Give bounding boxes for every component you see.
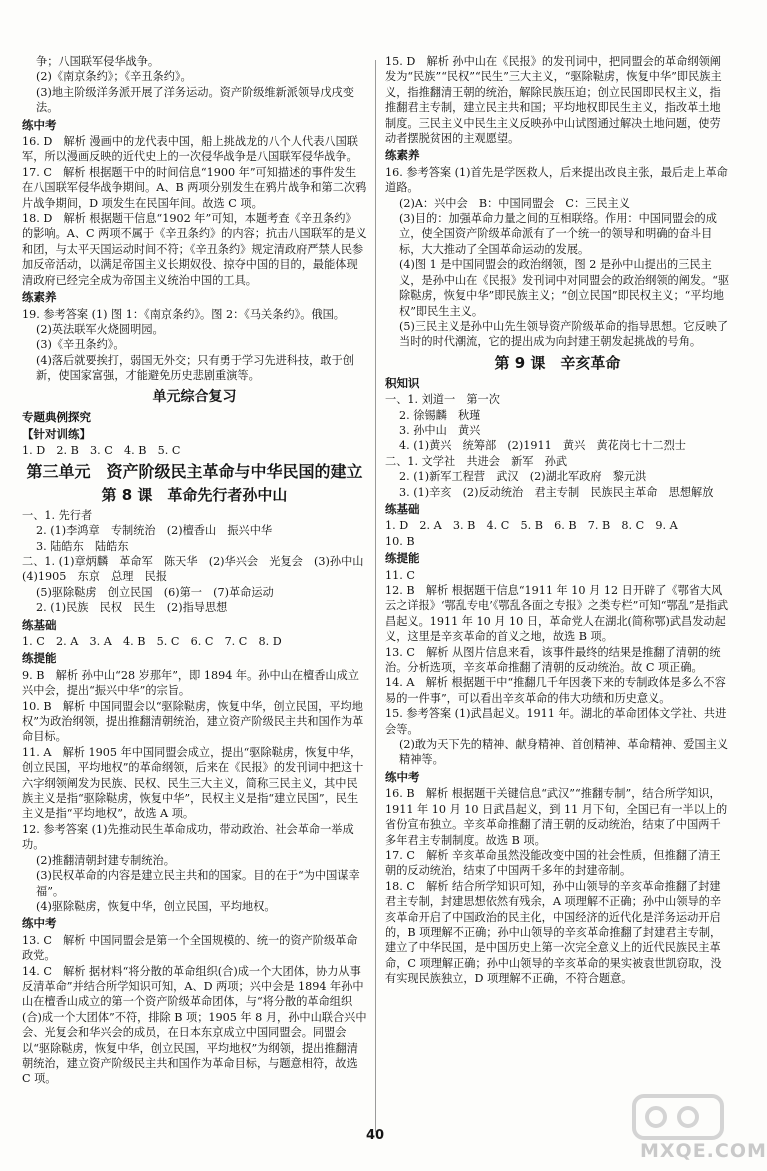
answer-line: 13. C 解析 中国同盟会是第一个全国规模的、统一的资产阶级革命政党。 <box>22 933 358 963</box>
section-heading: 练基础 <box>22 617 57 632</box>
answer-line: 16. B 解析 根据题干关键信息“武汉”“推翻专制”，结合所学知识，1911 年 10 月 10 日武昌起义，到 11 月下旬，全国已有一半以上的省份宣布独立。辛亥革命推翻了清王朝的反动统治，结束了中国两千多年君主专制制度。故选 B 项。 <box>385 787 728 847</box>
answer-line: 19. 参考答案 (1) 图 1：《南京条约》。图 2：《马关条约》。俄国。 <box>22 307 345 321</box>
answer-line: 1. D 2. B 3. C 4. B 5. C <box>22 444 181 458</box>
left-column <box>22 54 375 1087</box>
answer-line: 1. D 2. A 3. B 4. C 5. B 6. B 7. B 8. C 9. A <box>385 519 678 533</box>
section-heading: 【针对训练】 <box>22 426 91 441</box>
answer-line: (2)推翻清朝封建专制统治。 <box>36 853 175 867</box>
answer-line: (4)图 1 是中国同盟会的政治纲领，图 2 是孙中山提出的三民主义，是孙中山在《民报》发刊词中对同盟会的政治纲领的阐发。“驱除鞑虏，恢复中华”即民族主义；“创立民国”即民权主义；“平均地权”即民生主义。 <box>399 258 730 318</box>
answer-line: 2. (1)新军工程营 武汉 (2)湖北军政府 黎元洪 <box>399 470 647 484</box>
section-heading: 练素养 <box>22 290 57 305</box>
answer-line: 12. B 解析 根据题干信息“1911 年 10 月 12 日开辟了《鄂省大风云之详报》‘鄂乱专电’《鄂乱各面之专报》之类专栏”可知“鄂乱”是指武昌起义。1911 年 10 月 10 日，革命党人在湖北(简称鄂)武昌发动起义，这里是辛亥革命的首义之地，故选 B 项。 <box>385 584 729 644</box>
answer-line: 17. C 解析 辛亥革命虽然没能改变中国的社会性质，但推翻了清王朝的反动统治，结束了中国两千多年的封建帝制。 <box>385 848 721 878</box>
answer-line: 14. C 解析 据材料“将分散的革命组织(合)成一个大团体，协力从事反清革命”并结合所学知识可知，A、D 两项；兴中会是 1894 年孙中山在檀香山成立的第一个资产阶级革命团体，与“将分散的革命组织(合)成一个大团体”不符，排除 B 项；1905 年 8 月，孙中山联合兴中会、光复会和华兴会的成员，在日本东京成立中国同盟会。同盟会以“驱除鞑虏，恢复中华，创立民国，平均地权”为纲领，提出推翻清朝统治，建立资产阶级民主共和国作为革命目标，与题意相符，故选 C 项。 <box>22 964 367 1086</box>
answer-line: 15. D 解析 孙中山在《民报》的发刊词中，把同盟会的革命纲领阐发为“民族”“民权”“民生”三大主义，“驱除鞑虏，恢复中华”即民族主义，指推翻清王朝的统治，解除民族压迫；创立民国即民权主义，指推翻君主专制，建立民主共和国；平均地权即民生主义，指改革土地制度。三民主义中民生主义反映孙中山试图通过解决土地问题，使劳动者摆脱贫困的主观愿望。 <box>385 55 722 146</box>
answer-line: 11. C <box>385 568 415 582</box>
answer-line: 11. A 解析 1905 年中国同盟会成立，提出“驱除鞑虏，恢复中华，创立民国，平均地权”的革命纲领，后来在《民报》的发刊词中把这十六字纲领阐发为民族、民权、民生三大主义，简称三民主义，其中民族主义是指“驱除鞑虏，恢复中华”，民权主义是指“建立民国”，民生主义是指“平均地权”，故选 A 项。 <box>22 745 364 821</box>
answer-line: (3)《辛丑条约》。 <box>36 338 125 352</box>
answer-line: 16. D 解析 漫画中的龙代表中国，船上挑战龙的八个人代表八国联军，所以漫画反映的近代史上的一次侵华战争是八国联军侵华战争。 <box>22 135 358 164</box>
lesson-title: 第 9 课 辛亥革命 <box>494 353 621 372</box>
answer-line: 2. (1)民族 民权 民生 (2)指导思想 <box>36 601 228 615</box>
section-heading: 积知识 <box>385 375 420 390</box>
section-heading: 练中考 <box>385 769 420 784</box>
answer-line: 13. C 解析 从图片信息来看，该事件最终的结果是推翻了清朝的统治。分析选项，辛亥革命推翻了清朝的反动统治。故 C 项正确。 <box>385 645 721 675</box>
column-divider <box>375 60 376 1132</box>
answer-line: (4)落后就要挨打，弱国无外交；只有勇于学习先进科技，敢于创新，使国家富强，才能避免历史悲剧重演等。 <box>36 353 354 383</box>
section-heading: 专题典例探究 <box>22 409 91 424</box>
answer-line: 17. C 解析 根据题干中的时间信息“1900 年”可知描述的事件发生在八国联军侵华战争期间。A、B 两项分别发生在鸦片战争和第二次鸦片战争期间，D 项发生在民国年间。故选 C 项。 <box>22 165 367 210</box>
answer-line: 2. (1)李鸿章 专制统治 (2)檀香山 振兴中华 <box>36 524 273 538</box>
answer-line: 12. 参考答案 (1)先推动民生革命成功，带动政治、社会革命一举成功。 <box>22 822 354 852</box>
answer-line: 3. 陆皓东 陆皓东 <box>36 539 129 553</box>
review-title: 单元综合复习 <box>152 388 237 405</box>
section-heading: 练中考 <box>22 117 57 132</box>
answer-line: 一、1. 刘道一 第一次 <box>385 393 500 407</box>
answer-line: 一、1. 先行者 <box>22 508 93 522</box>
lesson-title: 第 8 课 革命先行者孙中山 <box>101 485 288 504</box>
section-heading: 练中考 <box>22 916 57 931</box>
answer-line: 9. B 解析 孙中山“28 岁那年”，即 1894 年。孙中山在檀香山成立兴中会，提出“振兴中华”的宗旨。 <box>22 668 359 698</box>
answer-line: (2)《南京条约》；《辛丑条约》。 <box>36 70 192 84</box>
unit-title: 第三单元 资产阶级民主革命与中华民国的建立 <box>26 461 363 481</box>
answer-line: (5)三民主义是孙中山先生领导资产阶级革命的指导思想。它反映了当时的时代潮流，它的提出成为向封建王朝发起挑战的号角。 <box>399 319 729 349</box>
answer-line: 10. B 解析 中国同盟会以“驱除鞑虏，恢复中华，创立民国，平均地权”为政治纲领，提出推翻清朝统治，建立资产阶级民主共和国作为革命目标。 <box>22 699 364 744</box>
answer-line: 二、1. (1)章炳麟 革命军 陈天华 (2)华兴会 光复会 (3)孙中山 (4)1905 东京 总理 民报 <box>22 554 375 584</box>
answer-line: 18. C 解析 结合所学知识可知，孙中山领导的辛亥革命推翻了封建君主专制，封建思想依然有残余，A 项理解不正确；孙中山领导的辛亥革命开启了中国政治的民主化，中国经济的近代化是洋务运动开启的，B 项理解不正确；孙中山领导的辛亥革命推翻了封建君主专制，建立了中华民国，是中国历史上第一次完全意义上的近代民族民主革命，C 项理解正确；孙中山领导的辛亥革命的果实被袁世凯窃取，没有实现民族独立，D 项理解不正确，不符合题意。 <box>385 879 722 986</box>
section-heading: 练素养 <box>385 148 420 163</box>
answer-line: 15. 参考答案 (1)武昌起义。1911 年。湖北的革命团体文学社、共进会等。 <box>385 707 727 736</box>
section-heading: 练提能 <box>22 651 57 666</box>
answer-line: (5)驱除鞑虏 创立民国 (6)第一 (7)革命运动 <box>36 585 274 599</box>
answer-line: (3)地主阶级洋务派开展了洋务运动。资产阶级维新派领导戊戌变法。 <box>36 85 354 115</box>
right-column <box>385 54 730 987</box>
answer-line: 3. 孙中山 黄兴 <box>399 423 481 437</box>
answer-line: 二、1. 文学社 共进会 新军 孙武 <box>385 454 568 468</box>
answer-line: (2)A：兴中会 B：中国同盟会 C：三民主义 <box>399 196 630 210</box>
answer-line: 14. A 解析 根据题干中“推翻几千年因袭下来的专制政体是多么不容易的一件事”，可以看出辛亥革命的伟大功绩和历史意义。 <box>385 676 726 705</box>
answer-line: 1. C 2. A 3. A 4. B 5. C 6. C 7. C 8. D <box>22 635 282 648</box>
answer-line: (3)民权革命的内容是建立民主共和的国家。目的在于“为中国谋幸福”。 <box>36 869 360 898</box>
answer-line: 10. B <box>385 534 415 548</box>
answer-line: (3)目的：加强革命力量之间的互相联络。作用：中国同盟会的成立，使全国资产阶级革命派有了一个统一的领导和明确的奋斗目标，大大推动了全国革命运动的发展。 <box>399 212 717 256</box>
answer-line: (4)驱除鞑虏，恢复中华，创立民国，平均地权。 <box>36 899 276 913</box>
answer-line: 18. D 解析 根据题干信息“1902 年”可知，本题考查《辛丑条约》的影响。A、C 两项不属于《辛丑条约》的内容；抗击八国联军的是义和团，与太平天国运动时间不符；《辛丑条约》规定清政府严禁人民参加反帝活动，以满足帝国主义长期奴役、掠夺中国的目的，最能体现清政府已经完全成为帝国主义统治中国的工具。 <box>22 212 367 287</box>
answer-line: 争；八国联军侵华战争。 <box>36 55 160 68</box>
watermark-text: MXQE.COM <box>640 1140 767 1162</box>
section-heading: 练提能 <box>385 551 420 566</box>
answer-line: 3. (1)辛亥 (2)反动统治 君主专制 民族民主革命 思想解放 <box>399 485 714 499</box>
answer-line: 16. 参考答案 (1)首先是学医救人，后来提出改良主张，最后走上革命道路。 <box>385 165 728 195</box>
page-number: 40 <box>365 1128 385 1143</box>
answer-line: 4. (1)黄兴 统筹部 (2)1911 黄兴 黄花岗七十二烈士 <box>399 439 686 453</box>
answer-line: (2)英法联军火烧圆明园。 <box>36 322 164 336</box>
answer-line: (2)敢为天下先的精神、献身精神、首创精神、革命精神、爱国主义精神等。 <box>399 738 729 767</box>
answer-line: 2. 徐锡麟 秋瑾 <box>399 408 481 422</box>
section-heading: 练基础 <box>385 501 420 516</box>
